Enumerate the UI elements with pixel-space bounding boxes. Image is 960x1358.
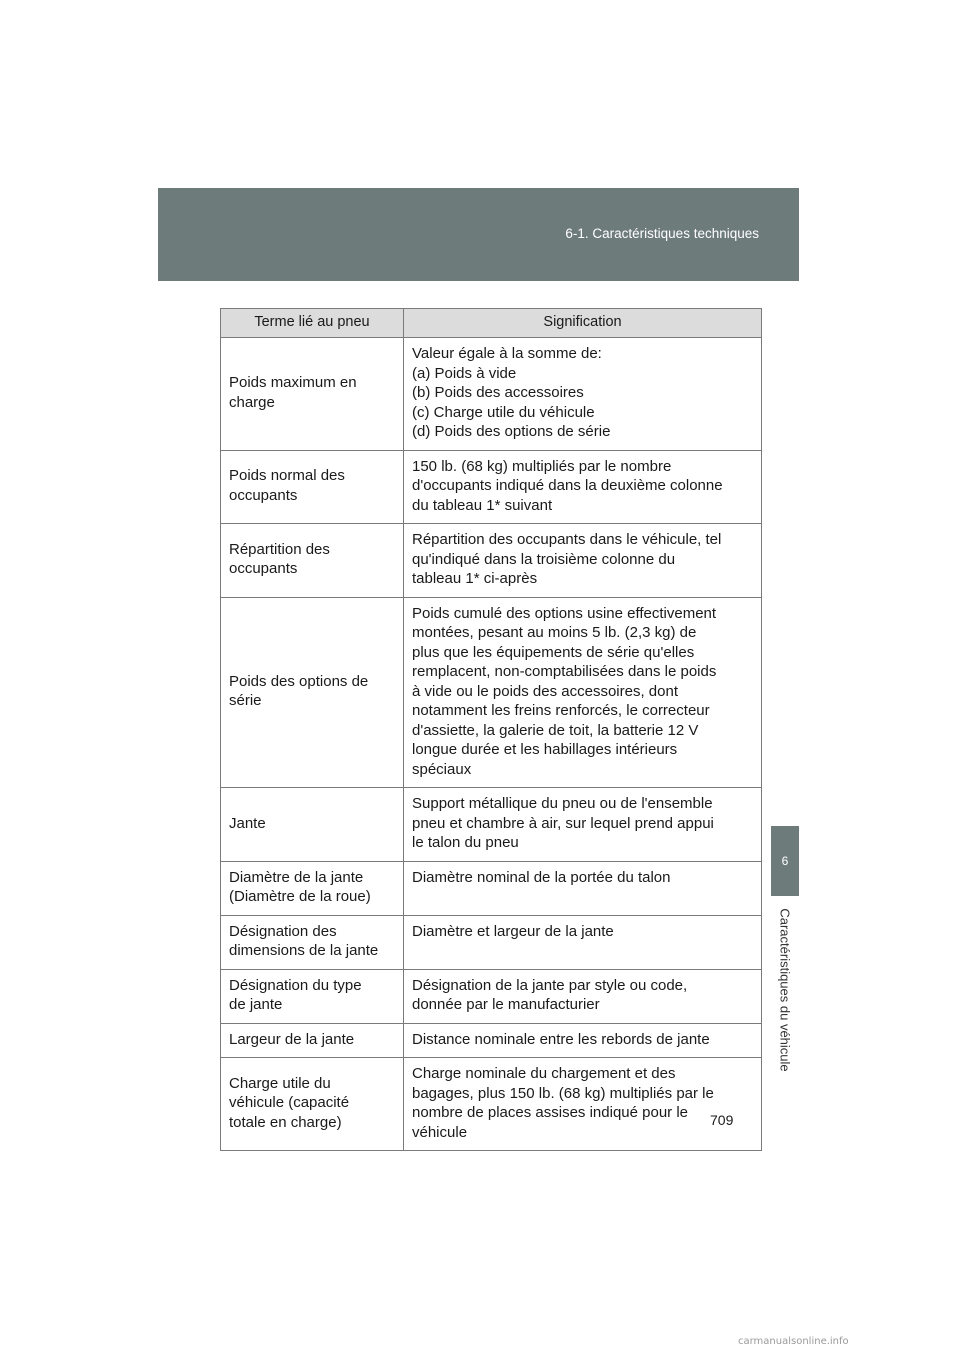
term-cell: Charge utile du véhicule (capacité totale en charge)	[221, 1058, 404, 1151]
table-row	[221, 450, 762, 524]
table-row	[221, 861, 762, 915]
column-header-meaning: Signification	[404, 309, 762, 338]
meaning-cell: Distance nominale entre les rebords de jante	[404, 1023, 762, 1058]
table-row	[221, 524, 762, 598]
meaning-cell: Support métallique du pneu ou de l'ensemble pneu et chambre à air, sur lequel prend appui le talon du pneu	[404, 788, 762, 862]
term-cell: Poids normal des occupants	[221, 450, 404, 524]
meaning-cell: Charge nominale du chargement et des bagages, plus 150 lb. (68 kg) multipliés par le nombre de places assises indiqué pour le véhicule	[404, 1058, 762, 1151]
meaning-cell: Désignation de la jante par style ou code, donnée par le manufacturier	[404, 969, 762, 1023]
section-header-bar	[158, 188, 799, 281]
term-cell: Jante	[221, 788, 404, 862]
term-cell: Largeur de la jante	[221, 1023, 404, 1058]
table-row	[221, 1058, 762, 1151]
table-header-row	[221, 309, 762, 338]
section-title: 6-1. Caractéristiques techniques	[565, 226, 759, 241]
term-cell: Répartition des occupants	[221, 524, 404, 598]
term-cell: Diamètre de la jante (Diamètre de la roue)	[221, 861, 404, 915]
meaning-cell: Répartition des occupants dans le véhicule, tel qu'indiqué dans la troisième colonne du tableau 1* ci-après	[404, 524, 762, 598]
table-row	[221, 915, 762, 969]
meaning-cell: Poids cumulé des options usine effectivement montées, pesant au moins 5 lb. (2,3 kg) de plus que les équipements de série qu'elles remplacent, non-comptabilisées dans le poids à vide ou le poids des accessoires, dont notamment les freins renforcés, le correcteur d'assiette, la galerie de toit, la batterie 12 V longue durée et les habillages intérieurs spéciaux	[404, 597, 762, 788]
chapter-tab	[771, 826, 799, 896]
term-cell: Poids maximum en charge	[221, 338, 404, 451]
table-body	[221, 338, 762, 1151]
table-row	[221, 338, 762, 451]
table-row	[221, 969, 762, 1023]
term-cell: Désignation des dimensions de la jante	[221, 915, 404, 969]
meaning-cell: 150 lb. (68 kg) multipliés par le nombre d'occupants indiqué dans la deuxième colonne du tableau 1* suivant	[404, 450, 762, 524]
term-cell: Poids des options de série	[221, 597, 404, 788]
column-header-term: Terme lié au pneu	[221, 309, 404, 338]
chapter-number: 6	[781, 854, 789, 868]
meaning-cell: Valeur égale à la somme de: (a) Poids à vide (b) Poids des accessoires (c) Charge utile du véhicule (d) Poids des options de série	[404, 338, 762, 451]
watermark: carmanualsonline.info	[738, 1336, 849, 1347]
tire-terms-table	[220, 308, 762, 1151]
meaning-cell: Diamètre nominal de la portée du talon	[404, 861, 762, 915]
table-row	[221, 788, 762, 862]
page-number: 709	[710, 1112, 734, 1128]
chapter-label: Caractéristiques du véhicule	[777, 908, 793, 1072]
meaning-cell: Diamètre et largeur de la jante	[404, 915, 762, 969]
term-cell: Désignation du type de jante	[221, 969, 404, 1023]
table-row	[221, 1023, 762, 1058]
table-row	[221, 597, 762, 788]
